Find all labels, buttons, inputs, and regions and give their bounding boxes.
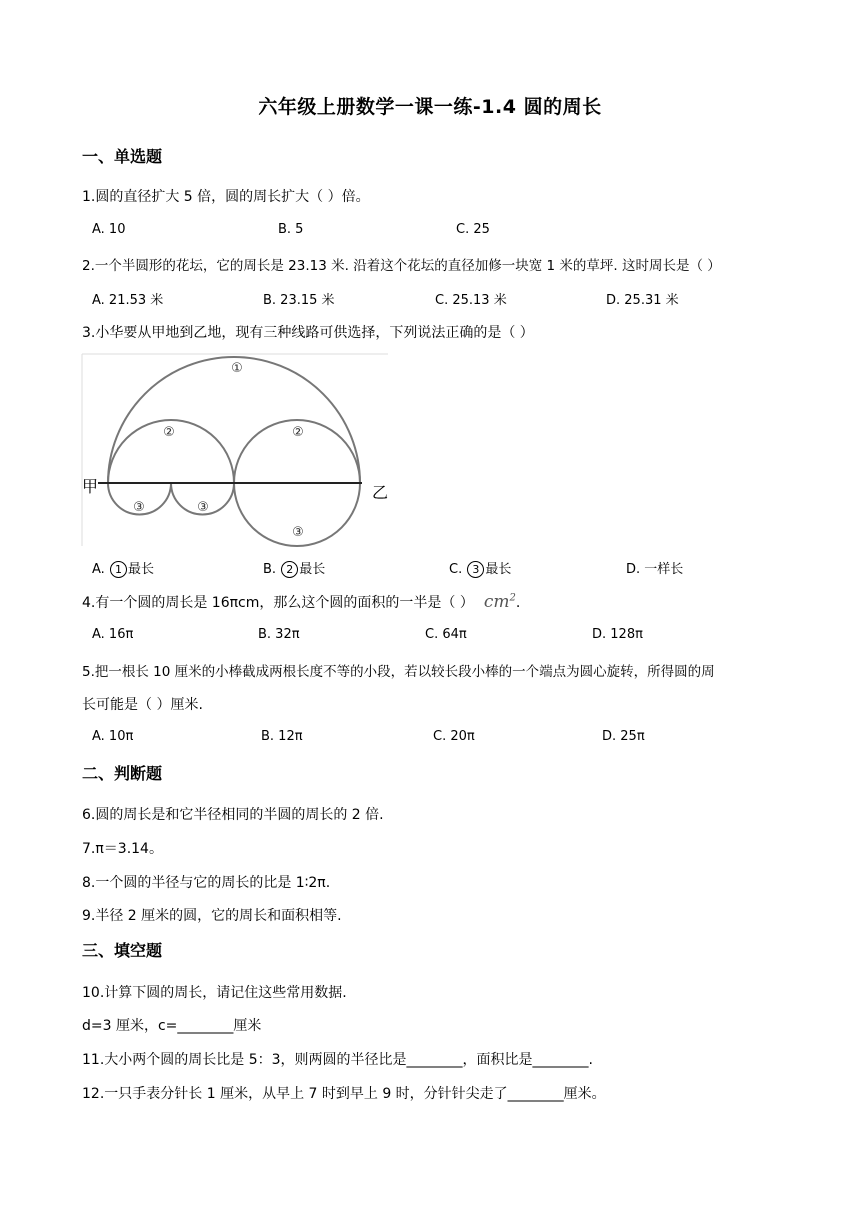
question-7: 7.π＝3.14。 [82, 841, 163, 857]
question-10: 10.计算下圆的周长，请记住这些常用数据. [82, 985, 347, 1001]
question-1: 1.圆的直径扩大 5 倍，圆的周长扩大（ ）倍。 [82, 189, 370, 205]
route-1-label: ① [231, 361, 243, 376]
section-heading-true-false: 二、判断题 [82, 764, 163, 783]
q5-option-b: B. 12π [261, 729, 303, 744]
question-2: 2.一个半圆形的花坛，它的周长是 23.13 米. 沿着这个花坛的直径加修一块宽 1 米的草坪. 这时周长是（ ） [82, 258, 721, 274]
question-4-text: 4.有一个圆的周长是 16πcm，那么这个圆的面积的一半是（ ） [82, 595, 474, 611]
q4-option-b: B. 32π [258, 627, 300, 642]
q3-option-b [263, 558, 325, 578]
q3-option-c-prefix: C. [449, 562, 463, 577]
q3-option-c-suffix: 最长 [485, 562, 512, 577]
question-10-sub: d=3 厘米，c=________厘米 [82, 1018, 262, 1034]
question-5-line-2: 长可能是（ ）厘米. [82, 697, 203, 713]
label-yi: 乙 [372, 483, 389, 502]
q3-option-b-suffix: 最长 [299, 562, 326, 577]
question-8: 8.一个圆的半径与它的周长的比是 1∶2π. [82, 875, 331, 891]
route-diagram [80, 352, 390, 548]
route-2-label-left: ② [163, 425, 175, 440]
question-5-line-1: 5.把一根长 10 厘米的小棒截成两根长度不等的小段，若以较长段小棒的一个端点为圆心旋转，所得圆的周 [82, 664, 715, 680]
q1-option-a: A. 10 [92, 222, 126, 237]
route-3-marker: 3 [467, 561, 484, 578]
route-1-marker: 1 [110, 561, 127, 578]
route-3-label-mid: ③ [197, 500, 209, 515]
q3-option-a [92, 558, 154, 578]
q2-option-b: B. 23.15 米 [263, 293, 335, 308]
q3-option-d: D. 一样长 [626, 562, 684, 577]
q4-option-c: C. 64π [425, 627, 467, 642]
question-4 [82, 592, 520, 612]
q3-option-c [449, 558, 511, 578]
route-2-marker: 2 [281, 561, 298, 578]
q1-option-c: C. 25 [456, 222, 490, 237]
page-title: 六年级上册数学一课一练-1.4 圆的周长 [258, 96, 602, 118]
q4-option-a: A. 16π [92, 627, 134, 642]
area-unit: $cm^2$ [483, 592, 516, 612]
question-12: 12.一只手表分针长 1 厘米，从早上 7 时到早上 9 时，分针针尖走了________厘米。 [82, 1086, 606, 1102]
label-jia: 甲 [82, 477, 99, 496]
question-4-tail: . [515, 595, 521, 611]
q2-option-c: C. 25.13 米 [435, 293, 507, 308]
section-heading-fill-blank: 三、填空题 [82, 941, 163, 960]
q2-option-d: D. 25.31 米 [606, 293, 679, 308]
route-2-label-right: ② [292, 425, 304, 440]
q1-option-b: B. 5 [278, 222, 304, 237]
q5-option-c: C. 20π [433, 729, 475, 744]
q3-option-a-prefix: A. [92, 562, 105, 577]
question-9: 9.半径 2 厘米的圆，它的周长和面积相等. [82, 908, 342, 924]
route-3-label-left: ③ [133, 500, 145, 515]
question-11: 11.大小两个圆的周长比是 5：3，则两圆的半径比是________，面积比是________. [82, 1052, 593, 1068]
q4-option-d: D. 128π [592, 627, 643, 642]
q2-option-a: A. 21.53 米 [92, 293, 164, 308]
q5-option-d: D. 25π [602, 729, 645, 744]
route-3-label-right: ③ [292, 525, 304, 540]
section-heading-single-choice: 一、单选题 [82, 147, 163, 166]
q3-option-a-suffix: 最长 [127, 562, 154, 577]
q3-option-b-prefix: B. [263, 562, 277, 577]
question-3: 3.小华要从甲地到乙地，现有三种线路可供选择，下列说法正确的是（ ） [82, 325, 534, 341]
q5-option-a: A. 10π [92, 729, 134, 744]
question-6: 6.圆的周长是和它半径相同的半圆的周长的 2 倍. [82, 807, 384, 823]
